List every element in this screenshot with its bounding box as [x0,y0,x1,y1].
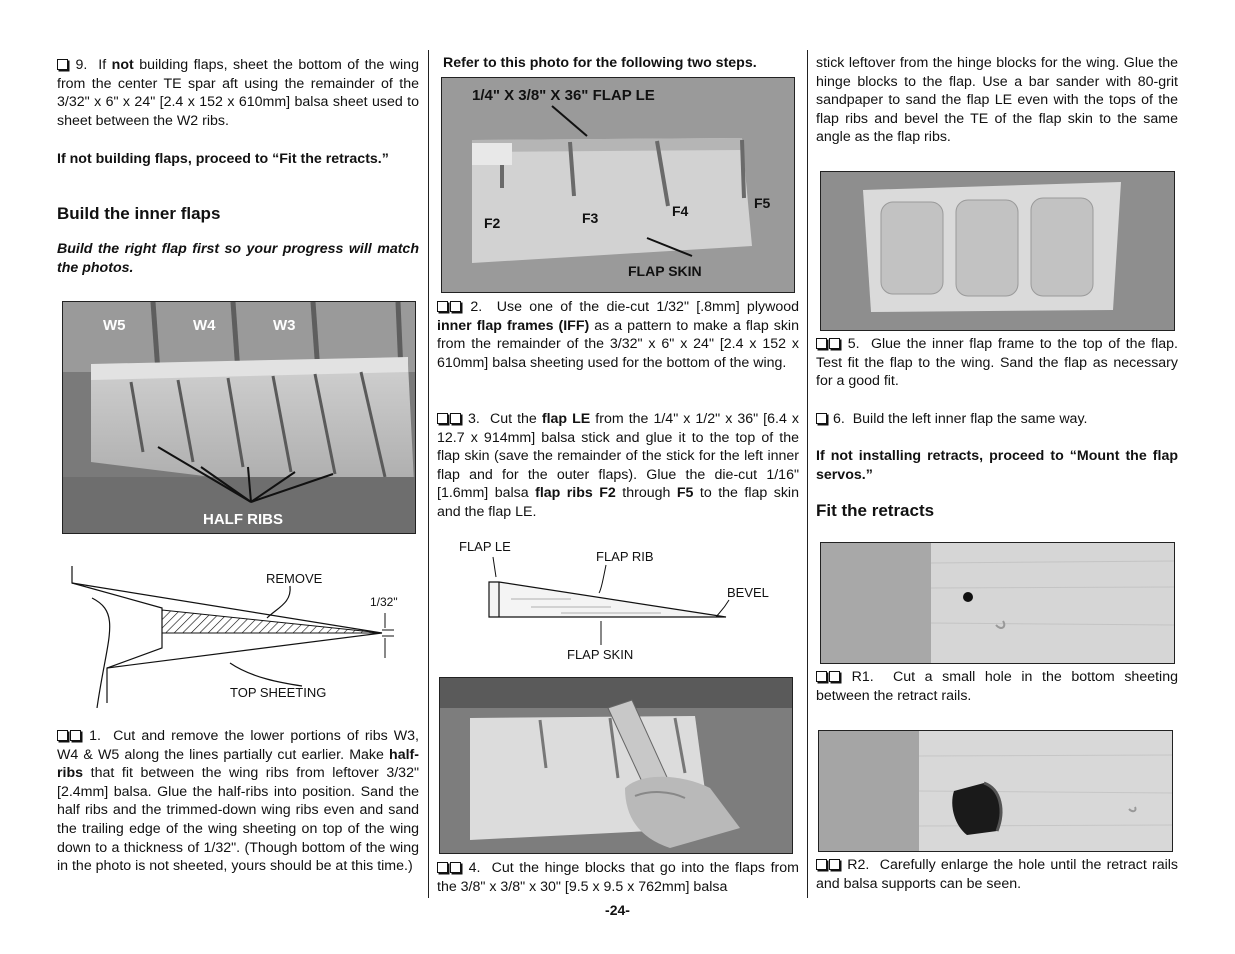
photo-flap-frame [820,171,1175,331]
checkbox-icon[interactable] [437,862,448,873]
step-2 [437,298,799,372]
section-heading: Fit the retracts [816,501,935,520]
label-w5: W5 [103,317,126,334]
page-number: -24- [605,902,630,918]
step-text: Cut and remove the lower portions of ribs W3, W4 & W5 along the lines partially cut earlier. Make [57,728,420,763]
step-number: 2. [470,299,483,315]
label-flap-rib: FLAP RIB [596,549,654,564]
photo-flap-assembly [441,77,795,293]
step-9 [57,56,419,130]
checkbox-icon[interactable] [816,859,827,870]
checkbox-icon[interactable] [450,413,461,424]
step-text: Carefully enlarge the hole until the retract rails and balsa supports can be seen. [816,857,1178,892]
label-thickness: 1/32" [370,595,398,609]
checkbox-icon[interactable] [437,301,448,312]
label-top-sheeting: TOP SHEETING [230,685,327,700]
photo-hinge-blocks [439,677,793,854]
caption-half-ribs: HALF RIBS [203,511,283,528]
checkbox-icon[interactable] [450,862,461,873]
checkbox-icon[interactable] [816,338,827,349]
section-heading: Build the inner flaps [57,204,221,223]
label-f3: F3 [582,210,599,226]
step-emphasis: F5 [676,485,694,502]
photo-retract-enlarged [818,730,1173,852]
step-1 [57,727,419,876]
step-text: building flaps, sheet the bottom of the wing from the center TE spar aft using the remainder of the 3/32" x 6" x 24" [2.4 x 152 x 610mm] balsa sheet used to sheet between the W2 ribs. [57,57,419,129]
step-number: 5. [847,336,860,352]
step-text: Build the left inner flap the same way. [852,411,1088,427]
diagram-trailing-edge [62,558,414,708]
step-4-continued: stick leftover from the hinge blocks for the wing. Glue the hinge blocks to the flap. Use a bar sander with 80-grit sandpaper to sand the flap LE even with the tops of the flap ribs and bevel the TE of the flap skin to the same angle as the flap ribs. [816,55,1178,146]
note-no-flaps: If not building flaps, proceed to “Fit the retracts.” [57,151,389,167]
checkbox-icon[interactable] [70,730,81,741]
step-r2 [816,856,1178,893]
diagram-flap-section [441,535,793,665]
step-number: 1. [89,728,101,744]
step-text: Use one of the die-cut 1/32" [.8mm] plywood [496,299,799,315]
step-text: If [98,57,107,73]
checkbox-icon[interactable] [829,338,840,349]
checkbox-icon[interactable] [816,671,827,682]
step-r1 [816,668,1178,705]
step-text: Glue the inner flap frame to the top of the flap. Test fit the flap to the wing. Sand the flap as necessary for a good fit. [816,336,1178,390]
step-text: from the 1/4" x 1/2" x 36" [6.4 x 12.7 x 914mm] balsa stick and glue it to the top of the flap skin (save the remainder of the stick for the left inner flap and for the outer flaps). Glue the die-cut 1/16" [1.6mm] balsa [437,411,799,502]
italic-note: Build the right flap first so your progress will match the photos. [57,241,419,276]
step-6 [816,410,1178,429]
step-number: 4. [468,860,481,876]
step-text: through [622,485,671,502]
photo-retract-hole [820,542,1175,664]
photo-half-ribs [62,301,416,534]
step-text: that fit between the wing ribs from leftover 3/32" [2.4mm] balsa. Glue the half-ribs into position. Sand the half ribs and the trimmed-down wing ribs even and sand the trailing edge of the wing sheeting on top of the wing down to a thickness of 1/32". (Though bottom of the wing in the photo is not sheeted, yours should be at this time.) [57,765,419,875]
label-flap-skin-diagram: FLAP SKIN [567,647,634,662]
step-number: 9. [75,57,88,73]
label-f4: F4 [672,203,689,219]
step-text: Cut the hinge blocks that go into the flaps from the 3/8" x 3/8" x 30" [9.5 x 9.5 x 762mm] balsa [437,860,799,895]
photo-title: 1/4" X 3/8" X 36" FLAP LE [472,87,655,104]
step-3 [437,410,799,522]
column-divider [428,50,429,898]
label-remove: REMOVE [266,571,323,586]
checkbox-icon[interactable] [829,671,840,682]
step-emphasis: flap LE [541,411,591,427]
refer-note: Refer to this photo for the following two steps. [443,55,757,71]
step-text: to the flap skin and the flap LE. [437,485,799,520]
label-bevel: BEVEL [727,585,769,600]
checkbox-icon[interactable] [57,730,68,741]
step-text: Cut a small hole in the bottom sheeting between the retract rails. [816,669,1178,704]
step-emphasis: half-ribs [57,746,419,782]
label-w3: W3 [273,317,296,334]
step-text: as a pattern to make a flap skin from the remainder of the 3/32" x 6" x 24" [2.4 x 152 x 610mm] balsa sheeting used for the bottom of the wing. [437,317,799,371]
step-number: 3. [468,411,480,427]
label-flap-skin: FLAP SKIN [628,263,702,279]
checkbox-icon[interactable] [816,413,827,424]
note-no-retracts: If not installing retracts, proceed to “Mount the flap servos.” [816,448,1178,483]
step-emphasis: not [111,57,134,73]
step-text: Cut the [489,411,537,427]
step-number: R1. [851,669,874,685]
step-4 [437,859,799,896]
label-flap-le: FLAP LE [459,539,511,554]
step-5 [816,335,1178,391]
column-divider [807,50,808,898]
checkbox-icon[interactable] [437,413,448,424]
step-emphasis: flap ribs F2 [535,485,616,502]
step-number: R2. [847,857,870,873]
step-number: 6. [832,411,845,427]
checkbox-icon[interactable] [829,859,840,870]
step-emphasis: inner flap frames (IFF) [437,317,590,334]
checkbox-icon[interactable] [57,59,68,70]
checkbox-icon[interactable] [450,301,461,312]
label-f2: F2 [484,215,501,231]
label-w4: W4 [193,317,216,334]
label-f5: F5 [754,195,771,211]
